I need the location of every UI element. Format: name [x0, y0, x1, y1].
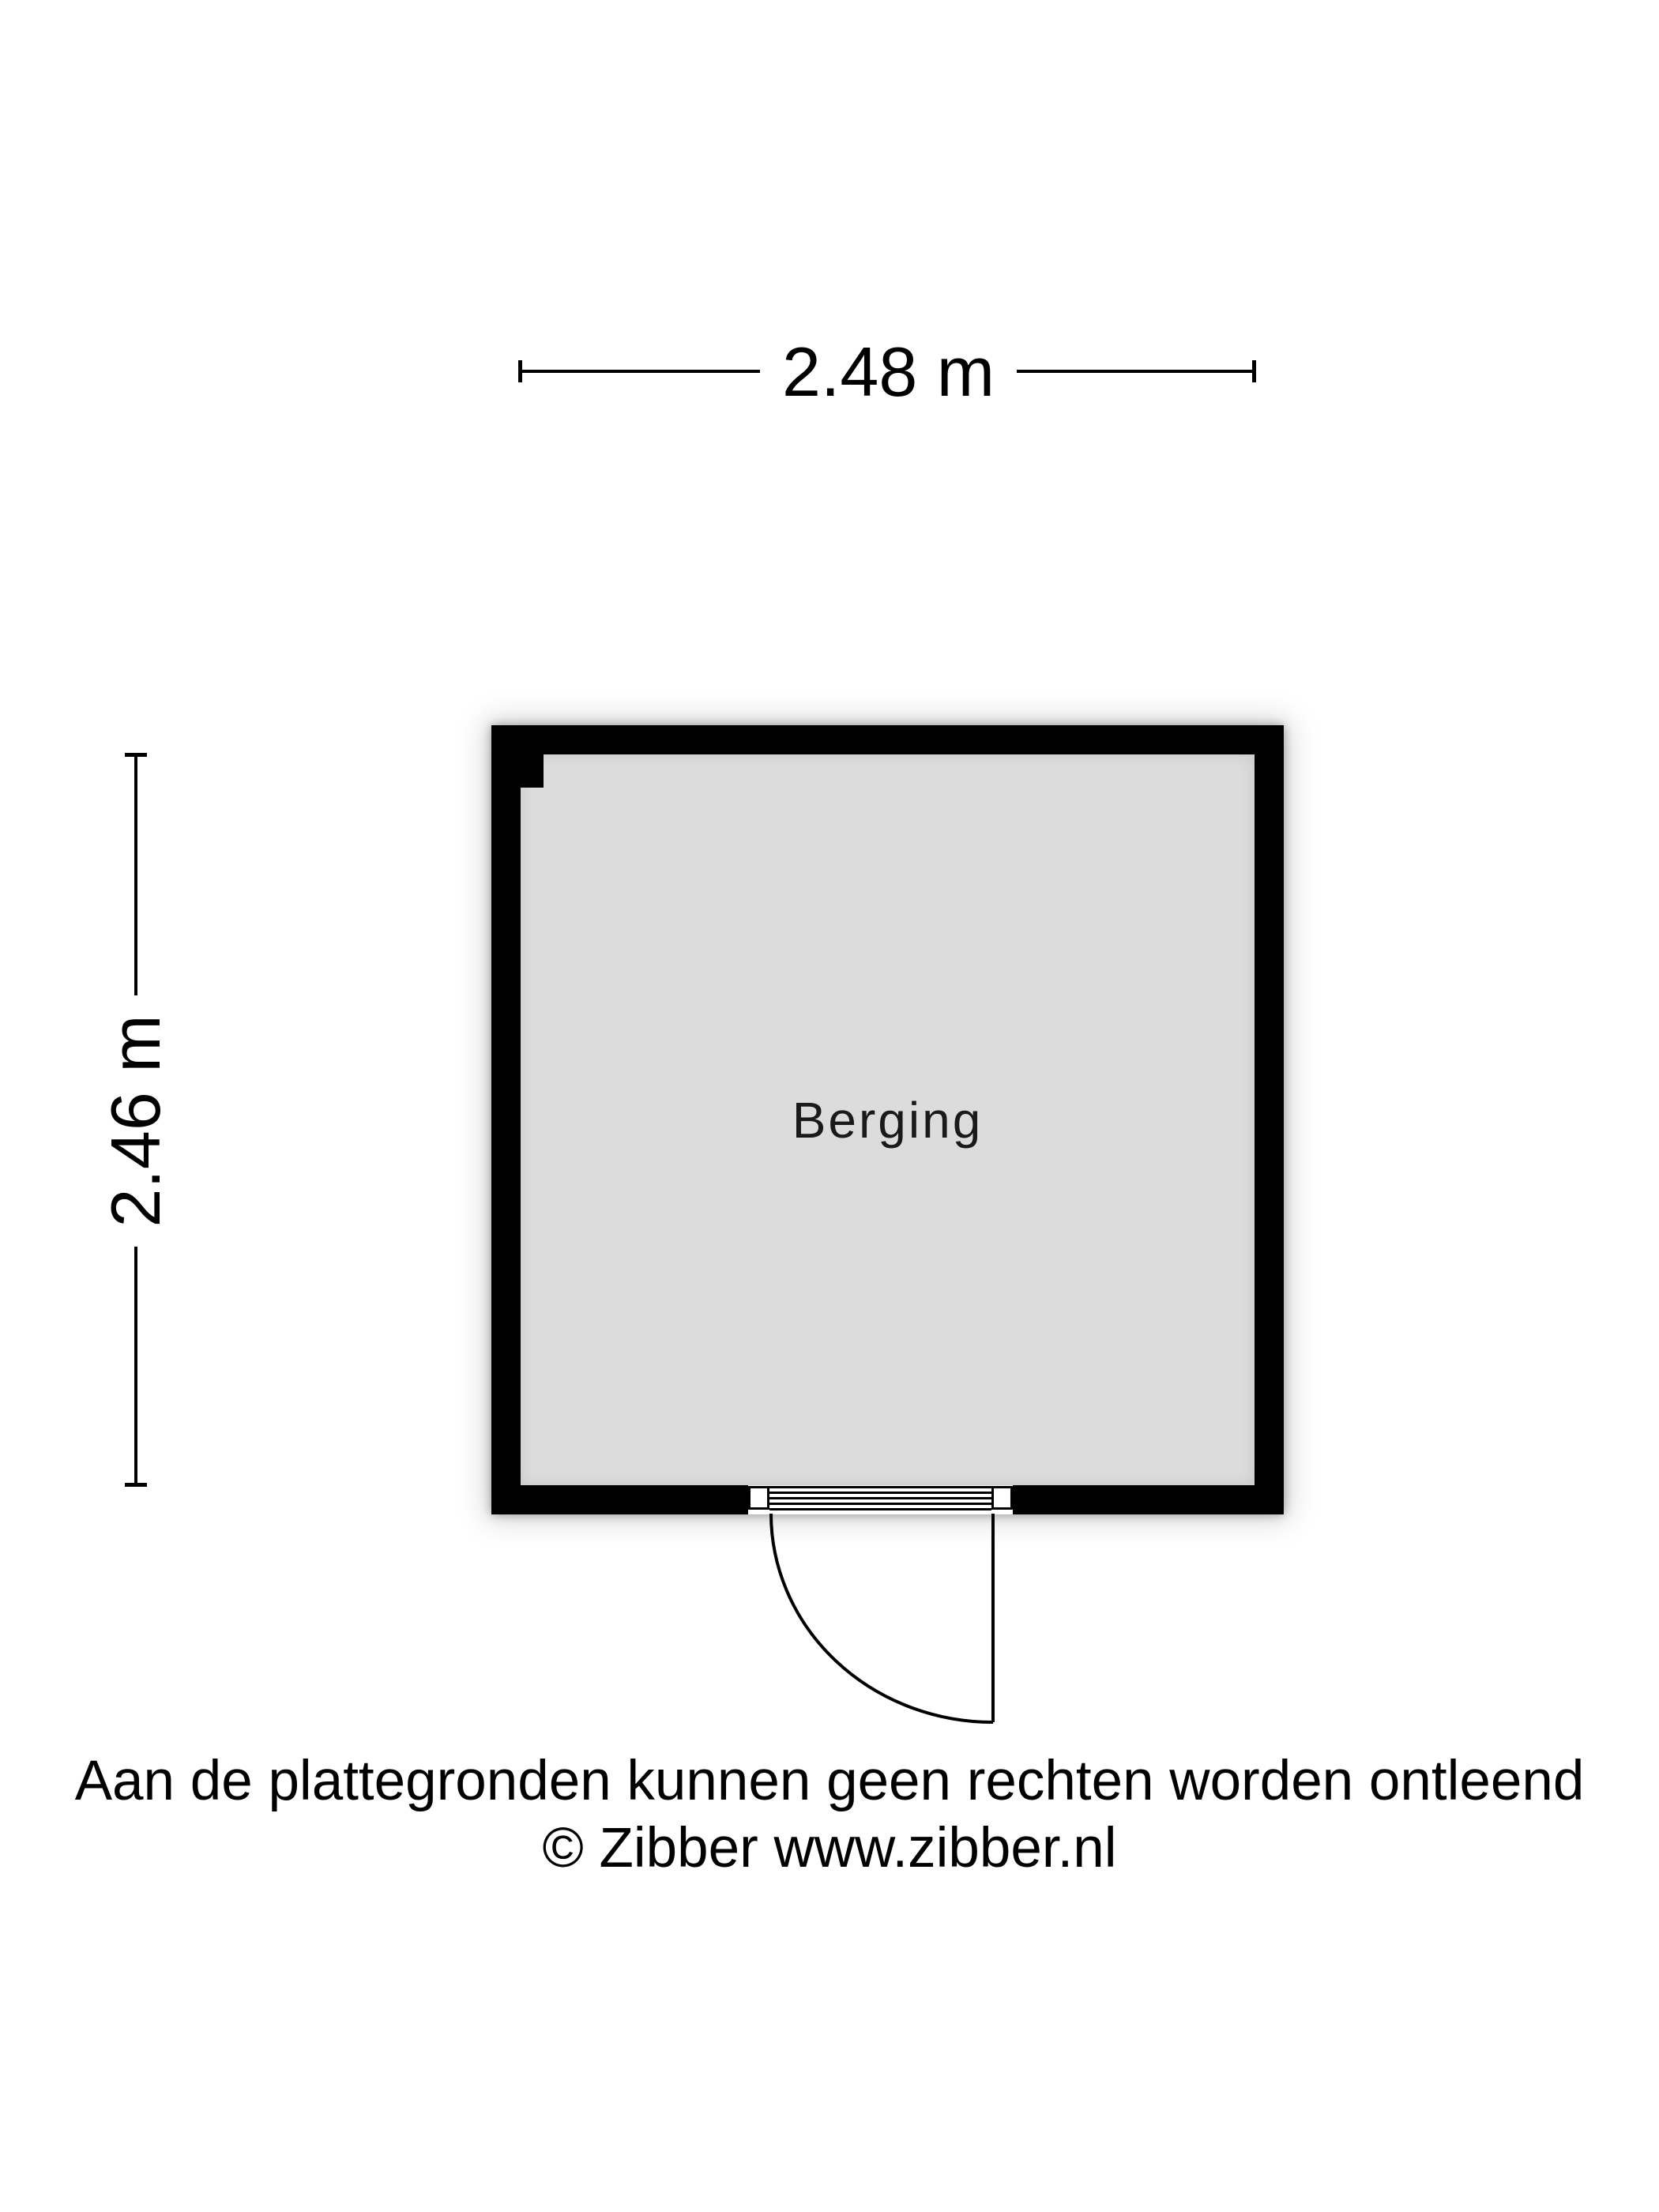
disclaimer-text: Aan de plattegronden kunnen geen rechten worden ontleend	[74, 1750, 1585, 1812]
room-label-text: Berging	[792, 1091, 984, 1149]
width-dimension-label: 2.48 m	[781, 333, 995, 411]
height-dimension-label: 2.46 m	[96, 1014, 175, 1228]
door-swing-arc	[771, 1514, 993, 1722]
copyright-text: © Zibber www.zibber.nl	[542, 1817, 1117, 1879]
footer	[0, 1747, 1659, 1882]
